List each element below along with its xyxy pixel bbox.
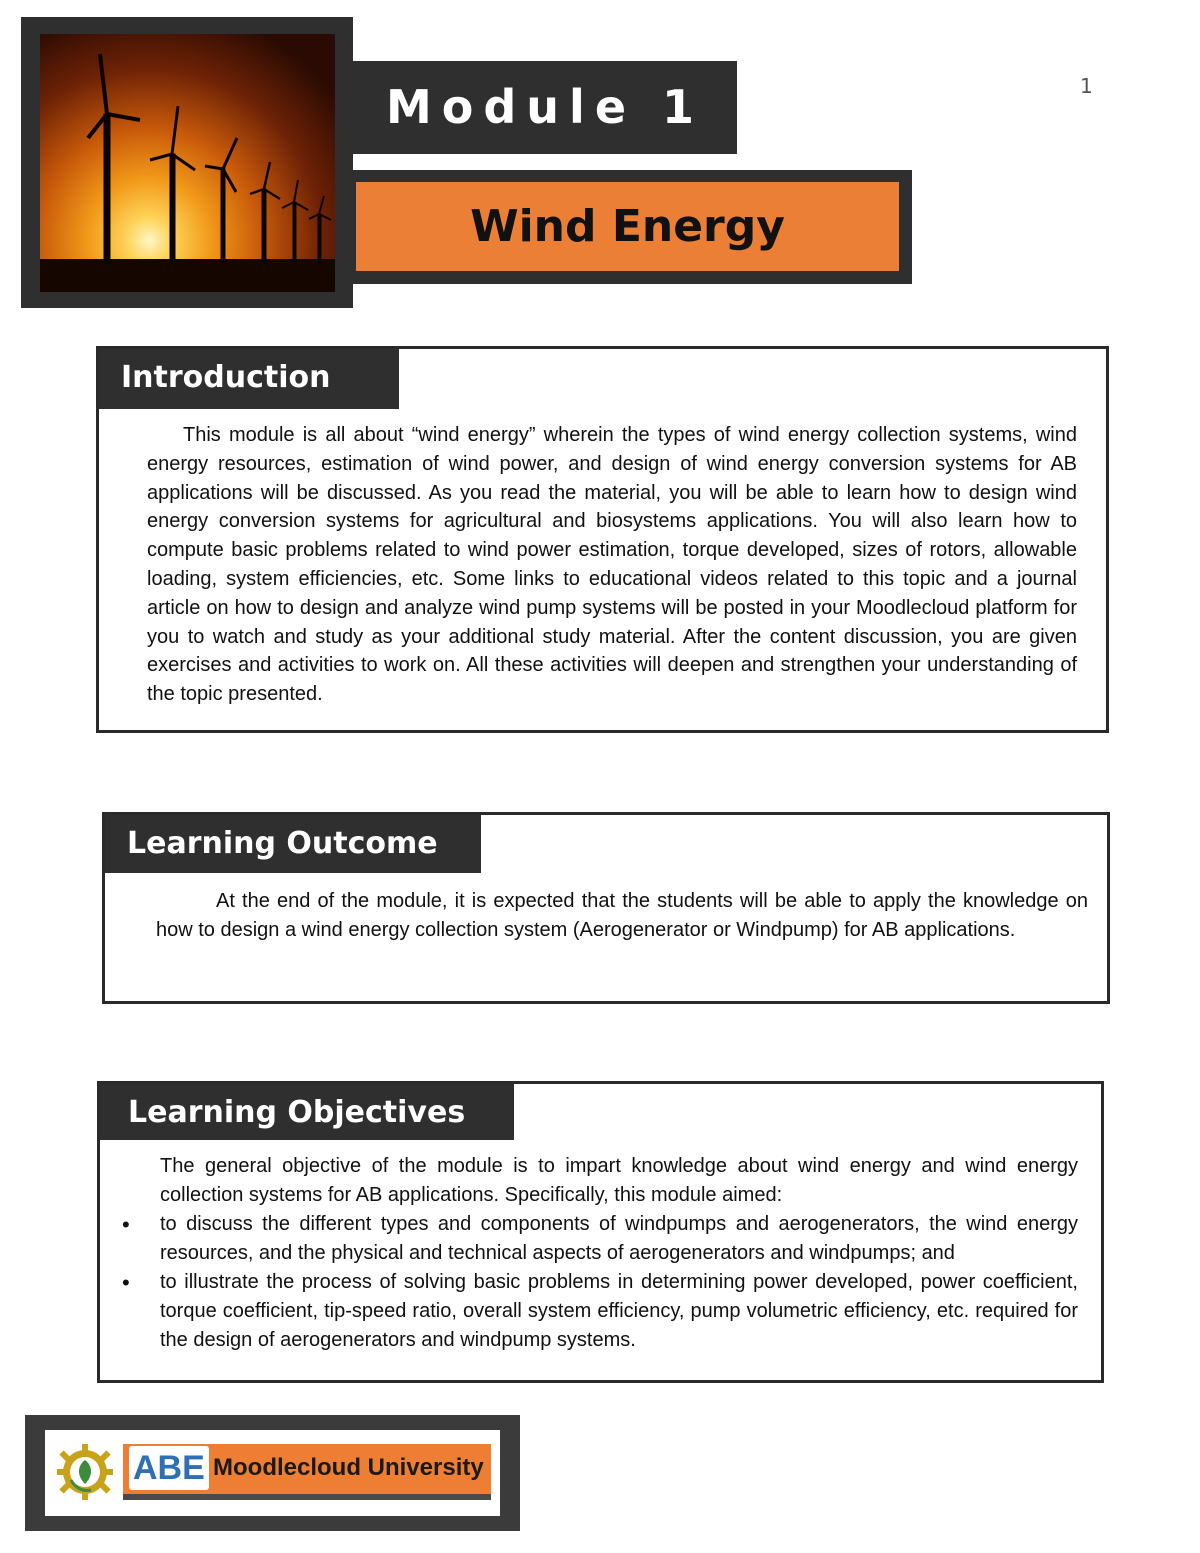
module-label: Module 1 xyxy=(352,61,737,154)
logo-name: Moodlecloud University xyxy=(213,1454,484,1481)
bullet-icon: • xyxy=(122,1212,130,1237)
introduction-heading: Introduction xyxy=(99,349,399,409)
header-photo-frame xyxy=(21,17,353,308)
learning-objectives-intro: The general objective of the module is to impart knowledge about wind energy and wind energy collection systems for AB applications. Specifically, this module aimed: xyxy=(160,1155,1078,1206)
learning-objectives-heading: Learning Objectives xyxy=(100,1084,514,1140)
list-item xyxy=(122,1210,1078,1268)
learning-outcome-heading: Learning Outcome xyxy=(105,815,481,873)
page-title: Wind Energy xyxy=(356,182,899,271)
learning-outcome-section xyxy=(102,812,1110,1004)
objective-text: to discuss the different types and components of windpumps and aerogenerators, the wind energy resources, and the physical and technical aspects of aerogenerators and windpumps; and xyxy=(160,1213,1078,1264)
introduction-section xyxy=(96,346,1109,733)
bullet-icon: • xyxy=(122,1270,130,1295)
footer-logo xyxy=(45,1430,500,1516)
page-number: 1 xyxy=(1080,74,1093,98)
title-frame xyxy=(352,170,912,284)
list-item xyxy=(122,1268,1078,1355)
logo-abbreviation: ABE xyxy=(129,1446,209,1490)
learning-outcome-text: At the end of the module, it is expected that the students will be able to apply the knowledge on how to design a wind energy collection system (Aerogenerator or Windpump) for AB applications. xyxy=(156,890,1088,941)
gear-leaf-emblem-icon xyxy=(53,1440,117,1504)
logo-banner xyxy=(123,1444,491,1500)
introduction-text: This module is all about “wind energy” wherein the types of wind energy collection systems, wind energy resources, estimation of wind power, and design of wind energy conversion systems for AB applications will be discussed. As you read the material, you will be able to learn how to design wind energy conversion systems for agricultural and biosystems applications. You will also learn how to compute basic problems related to wind power estimation, torque developed, sizes of rotors, allowable loading, system efficiencies, etc. Some links to educational videos related to this topic and a journal article on how to design and analyze wind pump systems will be posted in your Moodlecloud platform for you to watch and study as your additional study material. After the content discussion, you are given exercises and activities to work on. All these activities will deepen and strengthen your understanding of the topic presented. xyxy=(147,424,1077,706)
learning-objectives-section xyxy=(97,1081,1104,1383)
objective-text: to illustrate the process of solving basic problems in determining power developed, power coefficient, torque coefficient, tip-speed ratio, overall system efficiency, pump volumetric efficiency, etc. required for the design of aerogenerators and windpump systems. xyxy=(160,1271,1078,1351)
footer-logo-frame xyxy=(25,1415,520,1531)
wind-turbines-sunset-photo xyxy=(40,34,335,292)
objectives-list xyxy=(122,1210,1078,1355)
